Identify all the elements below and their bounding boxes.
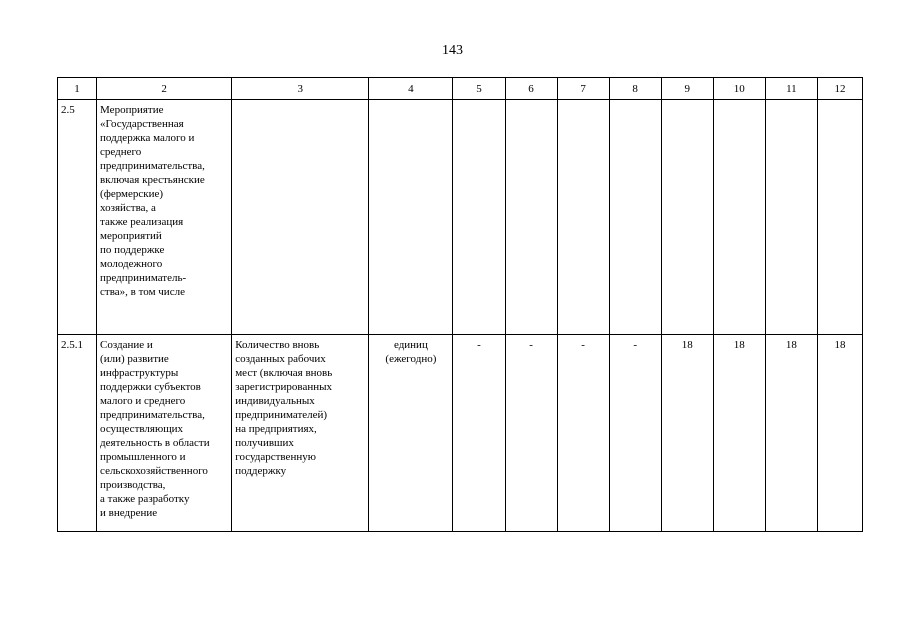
activity-name-cell: Мероприятие «Государственная поддержка малого и среднего предпринимательства, включая крестьянские (фермерские) хозяйства, а также реализация мероприятий по поддержке молодежного предприниматель- ства», в том числе: [97, 100, 232, 335]
unit-cell: [369, 100, 453, 335]
header-cell: 8: [609, 78, 661, 100]
unit-cell: единиц (ежегодно): [369, 335, 453, 532]
value-cell: 18: [817, 335, 862, 532]
header-cell: 10: [713, 78, 765, 100]
header-cell: 4: [369, 78, 453, 100]
value-cell: [713, 100, 765, 335]
data-table: [57, 77, 863, 532]
header-cell: 1: [58, 78, 97, 100]
header-cell: 3: [232, 78, 369, 100]
row-number-cell: 2.5: [58, 100, 97, 335]
value-cell: -: [505, 335, 557, 532]
value-cell: -: [453, 335, 505, 532]
value-cell: [765, 100, 817, 335]
activity-name-cell: Создание и (или) развитие инфраструктуры поддержки субъектов малого и среднего предпринимательства, осуществляющих деятельность в области промышленного и сельскохозяйственного производства, а также разработку и внедрение: [97, 335, 232, 532]
table-row: [58, 335, 863, 532]
page-number: 143: [442, 43, 463, 58]
header-cell: 6: [505, 78, 557, 100]
header-cell: 9: [661, 78, 713, 100]
value-cell: 18: [765, 335, 817, 532]
value-cell: [817, 100, 862, 335]
indicator-cell: Количество вновь созданных рабочих мест (включая вновь зарегистрированных индивидуальных предпринимателей) на предприятиях, получивших государственную поддержку: [232, 335, 369, 532]
table-header-row: [58, 78, 863, 100]
header-cell: 5: [453, 78, 505, 100]
header-cell: 12: [817, 78, 862, 100]
value-cell: [453, 100, 505, 335]
value-cell: [661, 100, 713, 335]
table-row: [58, 100, 863, 335]
indicator-cell: [232, 100, 369, 335]
value-cell: [505, 100, 557, 335]
value-cell: 18: [713, 335, 765, 532]
value-cell: [557, 100, 609, 335]
row-number-cell: 2.5.1: [58, 335, 97, 532]
value-cell: 18: [661, 335, 713, 532]
header-cell: 2: [97, 78, 232, 100]
value-cell: -: [609, 335, 661, 532]
header-cell: 7: [557, 78, 609, 100]
value-cell: [609, 100, 661, 335]
header-cell: 11: [765, 78, 817, 100]
value-cell: -: [557, 335, 609, 532]
